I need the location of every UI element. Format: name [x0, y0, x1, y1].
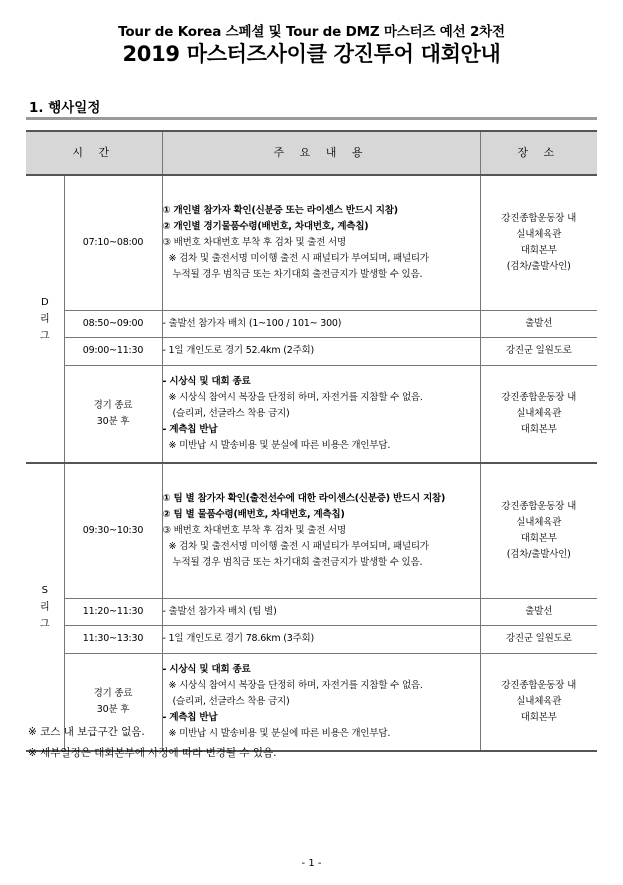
- content-cell: [162, 365, 480, 463]
- place-line: 대회본부: [520, 711, 557, 723]
- place-line: 강진군 일원도로: [505, 633, 572, 644]
- time-cell: 09:00~11:30: [64, 337, 162, 365]
- content-line: (슬리퍼, 선글라스 착용 금지): [172, 407, 290, 419]
- document-title: 2019 마스터즈사이클 강진투어 대회안내: [122, 42, 501, 66]
- content-line: ① 개인별 참가자 확인(신분증 또는 라이센스 반드시 지참): [162, 204, 398, 216]
- place-cell: [480, 337, 597, 365]
- content-line: ③ 배번호 차대번호 부착 후 검차 및 출전 서명: [162, 236, 346, 248]
- time-cell: 11:20~11:30: [64, 598, 162, 625]
- place-line: 실내체육관: [516, 516, 562, 528]
- table-row: [26, 337, 597, 365]
- content-line: 누적될 경우 범칙금 또는 차기대회 출전금지가 발생할 수 있음.: [172, 268, 423, 280]
- time-cell: 07:10~08:00: [64, 175, 162, 310]
- group-label-char: 리: [40, 601, 50, 613]
- place-line: 대회본부: [520, 532, 557, 544]
- time-cell: [64, 365, 162, 463]
- place-cell: [480, 175, 597, 310]
- content-line: ② 팀 별 물품수령(배번호, 차대번호, 계측칩): [162, 508, 345, 520]
- time-cell: 08:50~09:00: [64, 310, 162, 337]
- group-label-char: S: [41, 584, 48, 596]
- content-line: - 시상식 및 대회 종료: [162, 375, 251, 387]
- table-row: [26, 598, 597, 625]
- section-divider: [26, 117, 597, 120]
- content-cell: [162, 598, 480, 625]
- content-cell: [162, 463, 480, 598]
- place-line: 출발선: [525, 317, 553, 329]
- time-cell: 09:30~10:30: [64, 463, 162, 598]
- page-number: - 1 -: [301, 858, 322, 869]
- place-line: 실내체육관: [516, 695, 562, 707]
- content-line: ① 팀 별 참가자 확인(출전선수에 대한 라이센스(신분증) 반드시 지참): [162, 492, 446, 504]
- place-line: 실내체육관: [516, 407, 562, 419]
- notes: [28, 722, 277, 764]
- table-row: [26, 365, 597, 463]
- group-label-char: 그: [40, 330, 50, 342]
- content-line: - 1일 개인도로 경기 78.6km (3주회): [162, 633, 315, 644]
- header-place: 장 소: [480, 131, 597, 175]
- table-row: [26, 310, 597, 337]
- place-line: 강진종합운동장 내: [501, 679, 577, 691]
- content-line: ※ 검차 및 출전서명 미이행 출전 시 패널티가 부여되며, 패널티가: [168, 540, 429, 552]
- time-line: 30분 후: [96, 703, 130, 715]
- place-line: (검차/출발사인): [506, 260, 571, 272]
- content-line: ② 개인별 경기물품수령(배번호, 차대번호, 계측칩): [162, 220, 369, 232]
- content-line: - 출발선 참가자 배치 (팀 별): [162, 605, 277, 617]
- place-line: 강진군 일원도로: [505, 345, 572, 356]
- place-line: 대회본부: [520, 423, 557, 435]
- content-line: ※ 미반납 시 발송비용 및 분실에 따른 비용은 개인부담.: [168, 439, 391, 451]
- content-cell: [162, 625, 480, 653]
- time-line: 경기 종료: [93, 687, 133, 699]
- content-line: - 1일 개인도로 경기 52.4km (2주회): [162, 345, 315, 356]
- time-cell: 11:30~13:30: [64, 625, 162, 653]
- content-cell: [162, 310, 480, 337]
- place-line: 강진종합운동장 내: [501, 391, 577, 403]
- document-subtitle: Tour de Korea 스페셜 및 Tour de DMZ 마스터즈 예선 2차전: [118, 24, 505, 40]
- place-cell: [480, 598, 597, 625]
- content-line: ③ 배번호 차대번호 부착 후 검차 및 출전 서명: [162, 524, 346, 536]
- content-line: 누적될 경우 범칙금 또는 차기대회 출전금지가 발생할 수 있음.: [172, 556, 423, 568]
- place-line: 대회본부: [520, 244, 557, 256]
- time-line: 30분 후: [96, 415, 130, 427]
- place-line: 강진종합운동장 내: [501, 212, 577, 224]
- table-row: [26, 625, 597, 653]
- table-row: [26, 175, 597, 310]
- content-line: ※ 시상식 참여시 복장을 단정히 하며, 자전거를 지참할 수 없음.: [168, 679, 423, 691]
- group-label-char: D: [40, 296, 49, 308]
- section-heading: 1. 행사일정: [29, 100, 101, 116]
- place-cell: [480, 365, 597, 463]
- place-line: 출발선: [525, 605, 553, 617]
- table-row: [26, 463, 597, 598]
- content-line: - 계측칩 반납: [162, 423, 218, 435]
- table-header-row: [26, 131, 597, 175]
- header-content: 주 요 내 용: [162, 131, 480, 175]
- schedule-table: [26, 130, 597, 752]
- group-label-char: 그: [40, 618, 50, 630]
- content-cell: [162, 337, 480, 365]
- content-cell: [162, 175, 480, 310]
- schedule-body: [26, 175, 597, 751]
- group-label: [26, 175, 64, 463]
- note-line: ※ 세부일정은 대회본부에 사정에 따라 변경될 수 있음.: [28, 747, 277, 759]
- place-cell: [480, 310, 597, 337]
- group-label: [26, 463, 64, 751]
- content-line: - 계측칩 반납: [162, 711, 218, 723]
- content-line: - 출발선 참가자 배치 (1~100 / 101~ 300): [162, 317, 342, 329]
- content-line: (슬리퍼, 선글라스 착용 금지): [172, 695, 290, 707]
- place-line: (검차/출발사인): [506, 548, 571, 560]
- place-cell: [480, 653, 597, 751]
- place-line: 강진종합운동장 내: [501, 500, 577, 512]
- content-line: ※ 시상식 참여시 복장을 단정히 하며, 자전거를 지참할 수 없음.: [168, 391, 423, 403]
- content-line: - 시상식 및 대회 종료: [162, 663, 251, 675]
- header-time: 시 간: [26, 131, 162, 175]
- group-label-char: 리: [40, 313, 50, 325]
- note-line: ※ 코스 내 보급구간 없음.: [28, 726, 145, 738]
- time-line: 경기 종료: [93, 399, 133, 411]
- content-line: ※ 미반납 시 발송비용 및 분실에 따른 비용은 개인부담.: [168, 727, 391, 739]
- place-line: 실내체육관: [516, 228, 562, 240]
- place-cell: [480, 463, 597, 598]
- place-cell: [480, 625, 597, 653]
- content-line: ※ 검차 및 출전서명 미이행 출전 시 패널티가 부여되며, 패널티가: [168, 252, 429, 264]
